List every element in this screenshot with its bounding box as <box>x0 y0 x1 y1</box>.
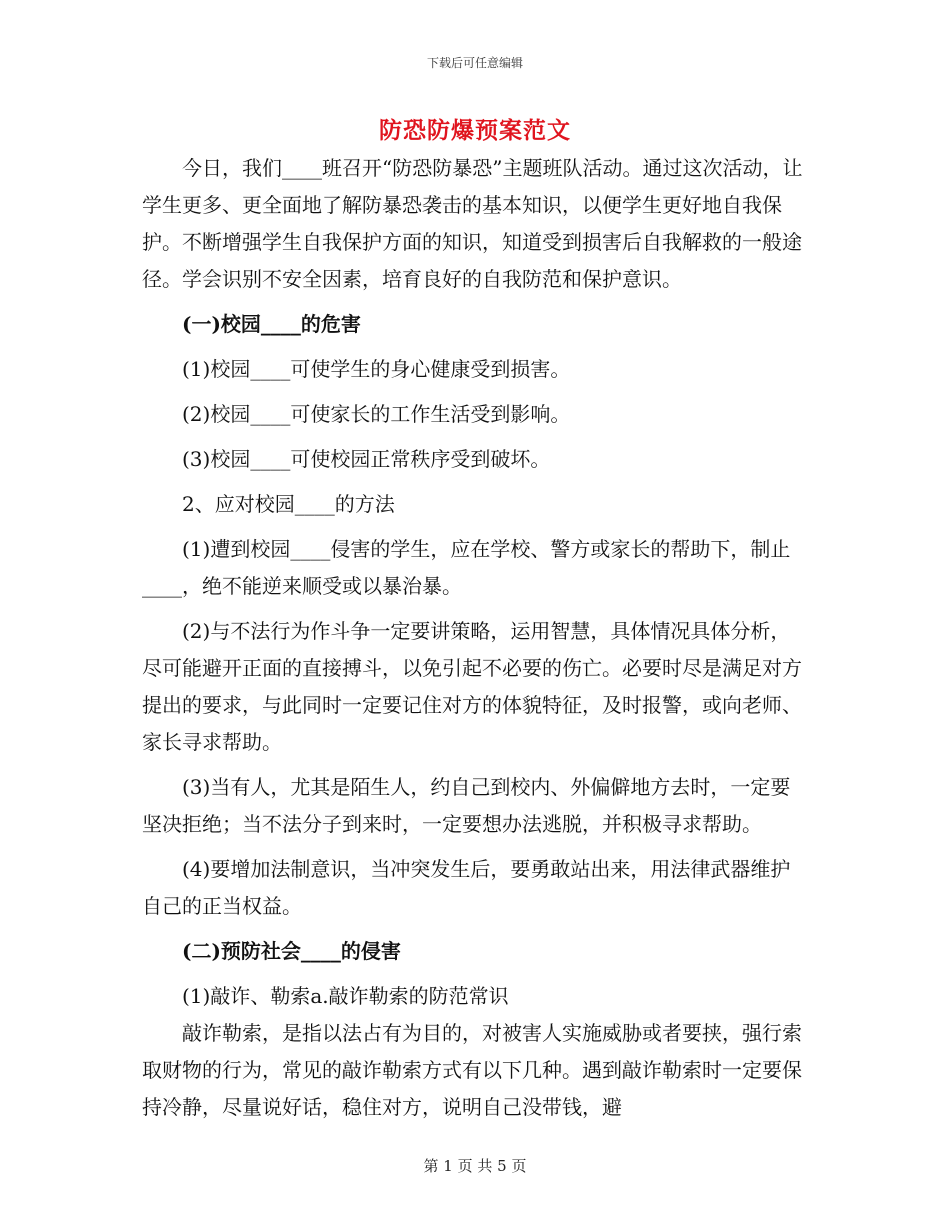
section-heading-1: (一)校园____的危害 <box>182 312 361 336</box>
list-item: (3)当有人，尤其是陌生人，约自己到校内、外偏僻地方去时，一定要坚决拒绝；当不法分子到来时，一定要想办法逃脱，并积极寻求帮助。 <box>142 775 791 836</box>
list-item: (1)遭到校园____侵害的学生，应在学校、警方或家长的帮助下，制止____，绝不能逆来顺受或以暴治暴。 <box>142 537 791 598</box>
document-body <box>142 150 808 1126</box>
section-heading-3: (二)预防社会____的侵害 <box>182 939 401 963</box>
document-title: 防恐防爆预案范文 <box>379 117 571 144</box>
page-footer: 第 1 页 共 5 页 <box>423 1157 527 1175</box>
list-item: (2)与不法行为作斗争一定要讲策略，运用智慧，具体情况具体分析，尽可能避开正面的直接搏斗，以免引起不必要的伤亡。必要时尽是满足对方提出的要求，与此同时一定要记住对方的体貌特征，及时报警，或向老师、家长寻求帮助。 <box>142 619 802 754</box>
list-item: (3)校园____可使校园正常秩序受到破坏。 <box>182 447 551 471</box>
list-item: (4)要增加法制意识，当冲突发生后，要勇敢站出来，用法律武器维护自己的正当权益。 <box>142 857 791 918</box>
header-note: 下载后可任意编辑 <box>426 56 523 70</box>
list-item: (1)敲诈、勒索a.敲诈勒索的防范常识 <box>182 984 509 1008</box>
section-heading-2: 2、应对校园____的方法 <box>182 492 395 516</box>
body-paragraph: 敲诈勒索，是指以法占有为目的，对被害人实施威胁或者要挟，强行索取财物的行为，常见的敲诈勒索方式有以下几种。遇到敲诈勒索时一定要保持冷静，尽量说好话，稳住对方，说明自己没带钱，避 <box>142 1021 802 1119</box>
intro-paragraph: 今日，我们____班召开“防恐防暴恐”主题班队活动。通过这次活动，让学生更多、更全面地了解防暴恐袭击的基本知识，以便学生更好地自我保护。不断增强学生自我保护方面的知识，知道受到损害后自我解救的一般途径。学会识别不安全因素，培育良好的自我防范和保护意识。 <box>142 156 803 291</box>
list-item: (2)校园____可使家长的工作生活受到影响。 <box>182 402 571 426</box>
list-item: (1)校园____可使学生的身心健康受到损害。 <box>182 357 571 381</box>
